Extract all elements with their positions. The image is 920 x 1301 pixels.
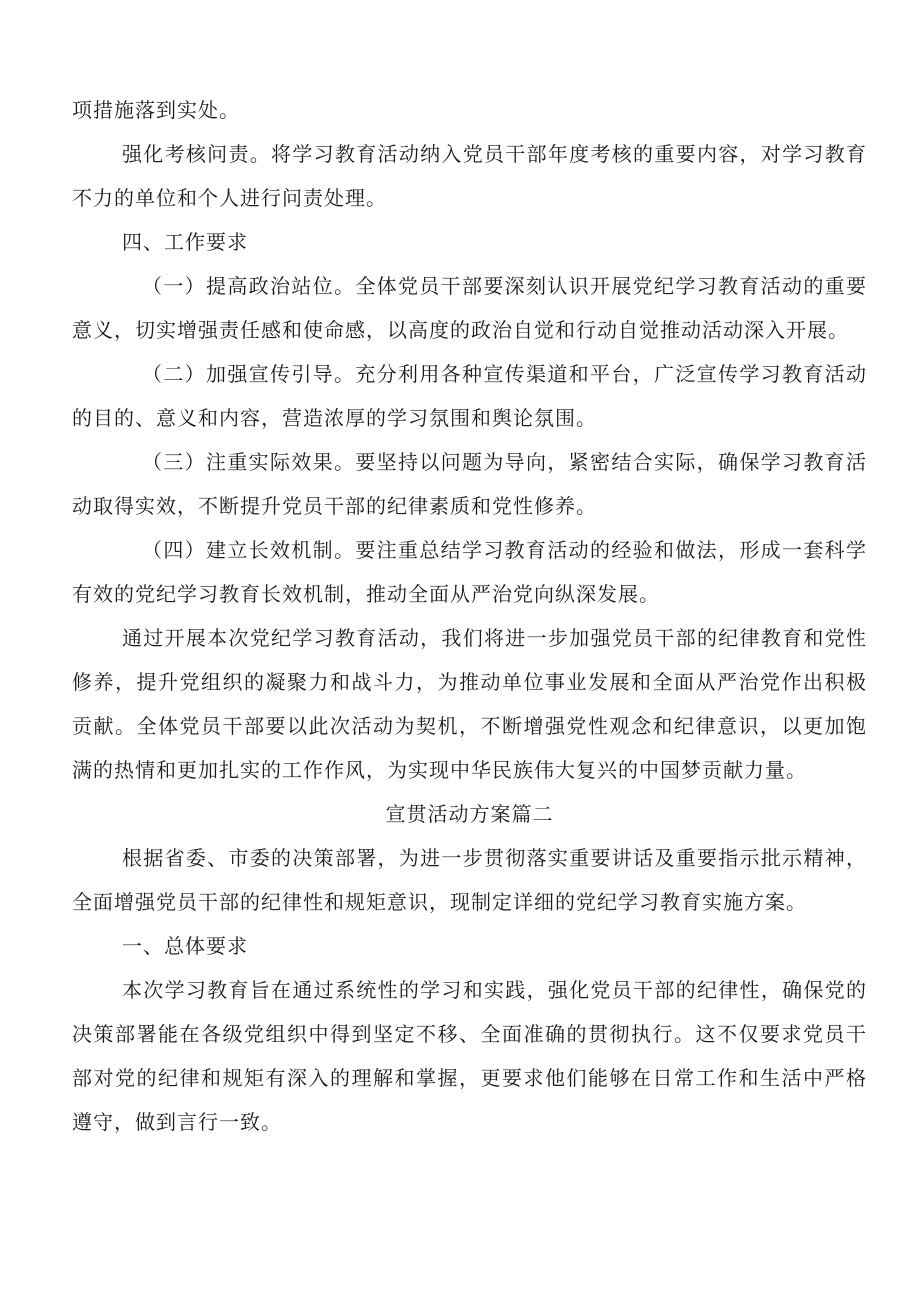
- paragraph-item-1: （一）提高政治站位。全体党员干部要深刻认识开展党纪学习教育活动的重要意义，切实增强责任感和使命感，以高度的政治自觉和行动自觉推动活动深入开展。: [72, 274, 867, 342]
- section-heading-work-requirements: 四、工作要求: [122, 230, 248, 254]
- paragraph-item-4: （四）建立长效机制。要注重总结学习教育活动的经验和做法，形成一套科学有效的党纪学习教育长效机制，推动全面从严治党向纵深发展。: [72, 538, 867, 606]
- section-heading-overall-requirements: 一、总体要求: [122, 934, 248, 958]
- paragraph-item-3: （三）注重实际效果。要坚持以问题为导向，紧密结合实际，确保学习教育活动取得实效，不断提升党员干部的纪律素质和党性修养。: [72, 450, 867, 518]
- paragraph-item-2: （二）加强宣传引导。充分利用各种宣传渠道和平台，广泛宣传学习教育活动的目的、意义和内容，营造浓厚的学习氛围和舆论氛围。: [72, 362, 867, 430]
- document-body: [72, 88, 867, 1144]
- paragraph-overall: 本次学习教育旨在通过系统性的学习和实践，强化党员干部的纪律性，确保党的决策部署能在各级党组织中得到坚定不移、全面准确的贯彻执行。这不仅要求党员干部对党的纪律和规矩有深入的理解和掌握，更要求他们能够在日常工作和生活中严格遵守，做到言行一致。: [72, 978, 867, 1134]
- paragraph-assessment: 强化考核问责。将学习教育活动纳入党员干部年度考核的重要内容，对学习教育不力的单位和个人进行问责处理。: [72, 142, 867, 210]
- paragraph-intro: 根据省委、市委的决策部署，为进一步贯彻落实重要讲话及重要指示批示精神，全面增强党员干部的纪律性和规矩意识，现制定详细的党纪学习教育实施方案。: [72, 846, 867, 914]
- paragraph-continuation: 项措施落到实处。: [72, 98, 240, 122]
- paragraph-conclusion: 通过开展本次党纪学习教育活动，我们将进一步加强党员干部的纪律教育和党性修养，提升党组织的凝聚力和战斗力，为推动单位事业发展和全面从严治党作出积极贡献。全体党员干部要以此次活动为契机，不断增强党性观念和纪律意识，以更加饱满的热情和更加扎实的工作作风，为实现中华民族伟大复兴的中国梦贡献力量。: [72, 626, 867, 782]
- document-title-part-two: 宣贯活动方案篇二: [385, 802, 554, 826]
